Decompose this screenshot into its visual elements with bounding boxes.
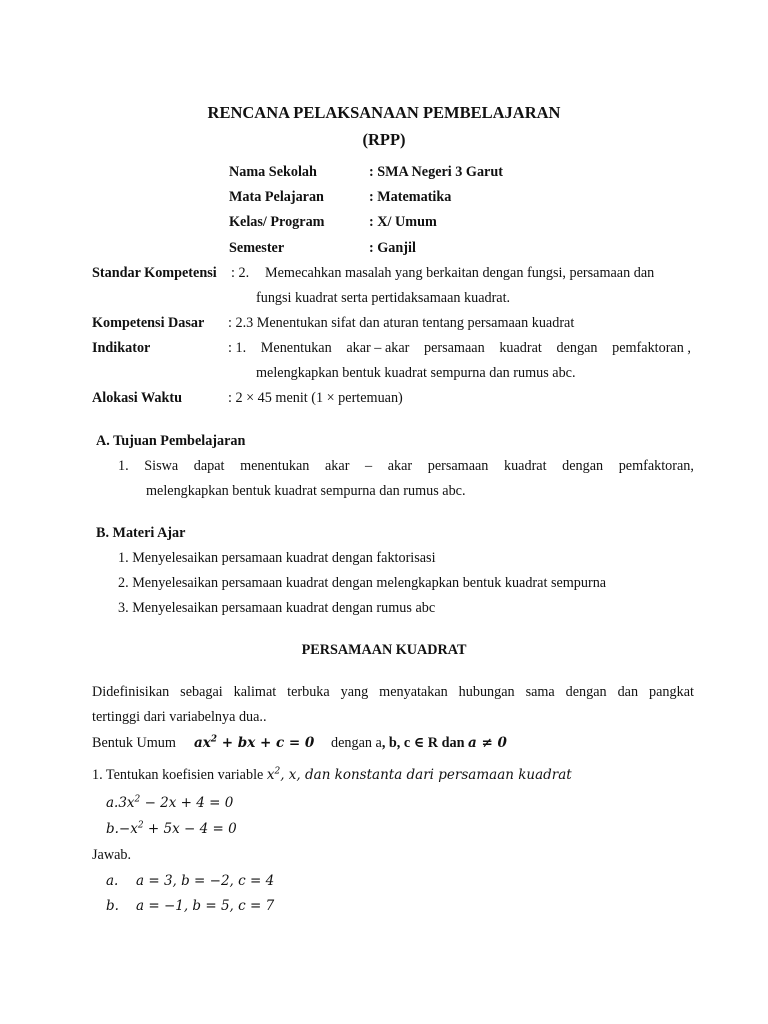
definition-word: terbuka [287, 684, 330, 700]
definition-word: sebagai [180, 684, 223, 700]
section-heading: PERSAMAAN KUADRAT [301, 642, 467, 658]
info-label-kelas: Kelas/ Program [229, 214, 325, 230]
definition-word: kalimat [233, 684, 277, 700]
tujuan-word: dengan [562, 458, 604, 474]
info-value-kelas: : X/ Umum [369, 214, 437, 230]
definition-word: Didefinisikan [92, 684, 170, 700]
info-label-semester: Semester [229, 240, 285, 256]
indikator-word: dengan [556, 340, 598, 356]
bentuk-umum-condition: dengan a, b, c ∈ R dan a ≠ 0 [331, 735, 507, 751]
tujuan-line-1 [118, 457, 694, 475]
indikator-line-1 [228, 339, 691, 357]
info-value-sekolah: : SMA Negeri 3 Garut [369, 164, 503, 180]
definition-word: sama [525, 684, 555, 700]
info-value-mapel: : Matematika [369, 189, 452, 205]
document-subtitle: (RPP) [362, 130, 406, 149]
definition-word: dengan [565, 684, 607, 700]
tujuan-heading: A. Tujuan Pembelajaran [96, 433, 246, 449]
tujuan-word: kuadrat [503, 458, 547, 474]
answer-b: a = −1, b = 5, c = 7 [136, 898, 275, 914]
indikator-line-2: melengkapkan bentuk kuadrat sempurna dan rumus abc. [256, 365, 576, 381]
jawab-label: Jawab. [92, 847, 132, 863]
tujuan-word: 1. [118, 458, 129, 474]
definition-line-2: tertinggi dari variabelnya dua.. [92, 709, 267, 725]
tujuan-word: menentukan [240, 458, 310, 474]
equation-a: $a.3x^2 - 2x + 4 = 0$ [106, 794, 234, 811]
definition-line-1 [92, 683, 694, 701]
tujuan-word: Siswa [144, 458, 179, 474]
sk-line-2: fungsi kuadrat serta pertidaksamaan kuadrat. [256, 290, 511, 306]
definition-word: dan [617, 684, 639, 700]
kd-value: : 2.3 Menentukan sifat dan aturan tentang persamaan kuadrat [228, 315, 575, 331]
materi-item: 3. Menyelesaikan persamaan kuadrat dengan rumus abc [118, 600, 436, 616]
indikator-word: kuadrat [499, 340, 542, 356]
definition-word: hubungan [458, 684, 515, 700]
indikator-word: : 1. [228, 340, 247, 356]
materi-item: 2. Menyelesaikan persamaan kuadrat dengan melengkapkan bentuk kuadrat sempurna [118, 575, 607, 591]
equation-b: $b.-x^2 + 5x - 4 = 0$ [106, 820, 237, 837]
materi-item: 1. Menyelesaikan persamaan kuadrat dengan faktorisasi [118, 550, 436, 566]
tujuan-word: – [365, 458, 373, 474]
sk-line-1: Memecahkan masalah yang berkaitan dengan fungsi, persamaan dan [265, 265, 655, 281]
answer-a: a = 3, b = −2, c = 4 [136, 873, 275, 889]
indikator-word: Menentukan [260, 340, 332, 356]
document-title: RENCANA PELAKSANAAN PEMBELAJARAN [207, 103, 561, 122]
sk-prefix: : 2. [231, 265, 250, 281]
bentuk-umum-formula: $ax^2$ + bx + c = 0 [194, 734, 315, 751]
indikator-word: persamaan [424, 340, 485, 356]
indikator-word: pemfaktoran , [612, 340, 691, 356]
tujuan-line-2: melengkapkan bentuk kuadrat sempurna dan rumus abc. [146, 483, 466, 499]
tujuan-word: persamaan [427, 458, 489, 474]
info-label-mapel: Mata Pelajaran [229, 189, 324, 205]
answer-b-label: b. [106, 898, 119, 914]
sk-label: Standar Kompetensi [92, 265, 217, 281]
indikator-word: akar – akar [346, 340, 410, 356]
info-value-semester: : Ganjil [369, 240, 416, 256]
answer-a-label: a. [106, 873, 119, 889]
tujuan-word: akar [387, 458, 413, 474]
definition-word: pangkat [649, 684, 694, 700]
kd-label: Kompetensi Dasar [92, 315, 205, 331]
materi-heading: B. Materi Ajar [96, 525, 186, 541]
tujuan-word: dapat [193, 458, 225, 474]
tujuan-word: pemfaktoran, [618, 458, 694, 474]
tujuan-word: akar [325, 458, 350, 474]
info-label-sekolah: Nama Sekolah [229, 164, 317, 180]
bentuk-umum-label: Bentuk Umum [92, 735, 176, 751]
question-1-math: $x^2$, x, dan konstanta dari persamaan kuadrat [266, 766, 572, 783]
indikator-label: Indikator [92, 340, 151, 356]
alokasi-label: Alokasi Waktu [92, 390, 183, 406]
alokasi-value: : 2 × 45 menit (1 × pertemuan) [228, 390, 403, 406]
definition-word: yang [340, 684, 369, 700]
definition-word: menyatakan [379, 684, 448, 700]
question-1: 1. Tentukan koefisien variable $x^2$, x, dan konstanta dari persamaan kuadrat [92, 766, 572, 783]
